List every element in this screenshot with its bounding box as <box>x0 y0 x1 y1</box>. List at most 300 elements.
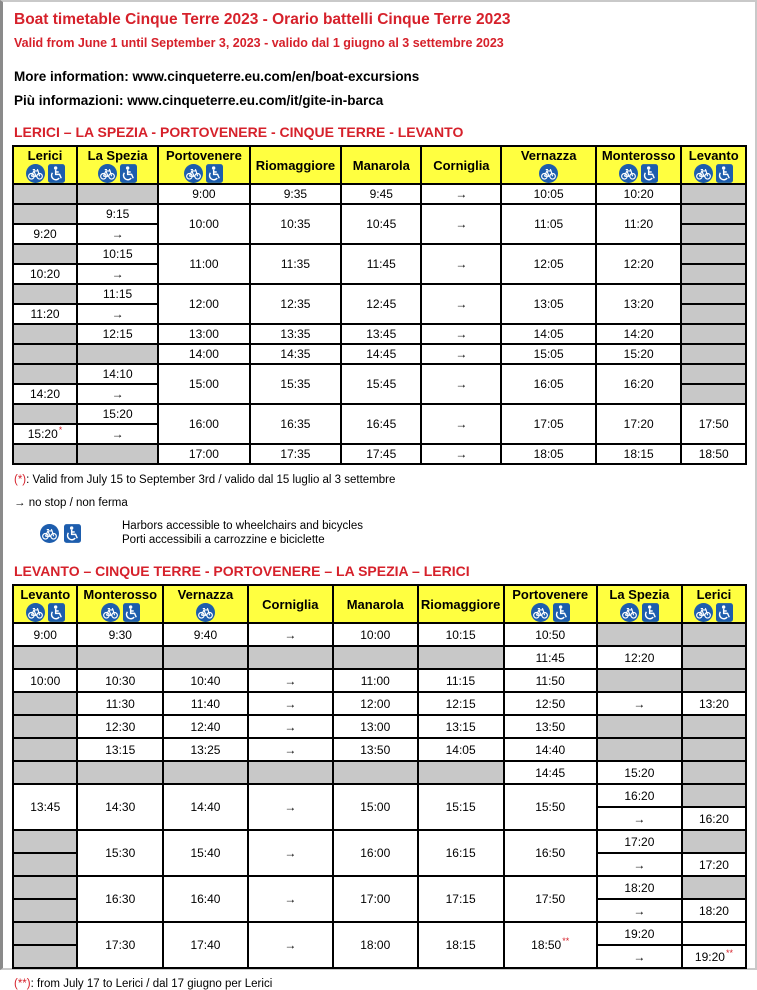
route-title-outbound: LERICI – LA SPEZIA - PORTOVENERE - CINQUE TERRE - LEVANTO <box>14 124 464 140</box>
empty-cell <box>682 922 746 945</box>
wheelchair-icon <box>120 164 137 183</box>
col-header-la-spezia <box>77 146 158 184</box>
no-service-cell <box>13 344 77 364</box>
info-link-it: Più informazioni: www.cinqueterre.eu.com/it/gite-in-barca <box>14 93 384 108</box>
time-cell: 18:50** <box>504 922 597 968</box>
col-header-monterosso <box>77 585 163 623</box>
validity-subtitle: Valid from June 1 until September 3, 2023 - valido dal 1 giugno al 3 settembre 2023 <box>14 36 504 50</box>
time-cell: 12:20 <box>597 646 682 669</box>
time-cell: 11:40 <box>163 692 248 715</box>
accessibility-note <box>14 519 747 547</box>
no-service-cell <box>333 761 418 784</box>
timetable-row <box>13 646 746 669</box>
col-header-la-spezia <box>597 585 682 623</box>
wheelchair-icon <box>48 164 65 183</box>
col-header-label: Portovenere <box>512 586 589 602</box>
time-cell: 10:00 <box>13 669 77 692</box>
time-cell: 11:15 <box>418 669 504 692</box>
no-service-cell <box>681 304 746 324</box>
col-header-label: Lerici <box>696 586 732 602</box>
timetable-row <box>13 761 746 784</box>
time-cell: 12:15 <box>418 692 504 715</box>
time-cell: 15:15 <box>418 784 504 830</box>
time-cell: 17:45 <box>341 444 421 464</box>
no-service-cell <box>681 344 746 364</box>
time-cell: 9:40 <box>163 623 248 646</box>
wheelchair-icon <box>553 603 570 622</box>
no-stop-cell: → <box>77 224 158 244</box>
no-stop-cell: → <box>421 324 501 344</box>
bike-icon <box>98 164 117 183</box>
col-header-label: Corniglia <box>433 157 490 173</box>
no-service-cell <box>13 646 77 669</box>
time-cell: 15:30 <box>77 830 163 876</box>
no-stop-cell: → <box>248 784 333 830</box>
timetable-outbound <box>12 145 747 465</box>
time-cell: 11:00 <box>158 244 249 284</box>
time-cell: 13:00 <box>333 715 418 738</box>
time-cell: 15:45 <box>341 364 421 404</box>
time-cell: 10:20 <box>596 184 682 204</box>
no-service-cell <box>681 204 746 224</box>
no-service-cell <box>682 784 746 807</box>
col-header-label: La Spezia <box>609 586 670 602</box>
footnote-text: : from July 17 to Lerici / dal 17 giugno per Lerici <box>30 978 273 990</box>
footnote-valid-dates <box>14 474 747 486</box>
no-stop-cell: → <box>597 899 682 922</box>
bike-icon <box>26 603 45 622</box>
time-cell: 18:00 <box>333 922 418 968</box>
no-service-cell <box>682 669 746 692</box>
no-service-cell <box>597 738 682 761</box>
time-cell: 14:20 <box>13 384 77 404</box>
no-service-cell <box>77 184 158 204</box>
timetable-row <box>13 922 746 945</box>
time-cell: 16:20 <box>596 364 682 404</box>
time-cell: 10:40 <box>163 669 248 692</box>
col-header-riomaggiore <box>418 585 504 623</box>
wheelchair-icon <box>48 603 65 622</box>
time-cell: 10:50 <box>504 623 597 646</box>
time-cell: 11:00 <box>333 669 418 692</box>
footnote-lerici-dates <box>14 978 747 990</box>
time-cell: 11:05 <box>501 204 595 244</box>
time-cell: 14:00 <box>158 344 249 364</box>
time-cell: 17:20 <box>596 404 682 444</box>
time-cell: 12:45 <box>341 284 421 324</box>
time-cell: 17:15 <box>418 876 504 922</box>
time-cell: 16:20 <box>597 784 682 807</box>
col-header-label: Lerici <box>27 147 63 163</box>
time-cell: 14:40 <box>504 738 597 761</box>
time-cell: 15:20 <box>596 344 682 364</box>
no-service-cell <box>681 224 746 244</box>
timetable-row <box>13 284 746 304</box>
timetable-row <box>13 784 746 807</box>
col-header-label: Riomaggiore <box>420 596 501 612</box>
col-header-lerici <box>13 146 77 184</box>
time-cell: 9:35 <box>250 184 342 204</box>
no-stop-cell: → <box>248 669 333 692</box>
no-service-cell <box>682 830 746 853</box>
timetable-row <box>13 623 746 646</box>
no-service-cell <box>77 444 158 464</box>
no-stop-cell: → <box>421 244 501 284</box>
time-cell: 18:15 <box>418 922 504 968</box>
time-cell: 14:20 <box>596 324 682 344</box>
no-stop-cell: → <box>421 344 501 364</box>
route-title-return: LEVANTO – CINQUE TERRE - PORTOVENERE – LA SPEZIA – LERICI <box>14 563 470 579</box>
timetable-row <box>13 669 746 692</box>
col-header-vernazza <box>501 146 595 184</box>
time-cell: 16:30 <box>77 876 163 922</box>
time-cell: 14:40 <box>163 784 248 830</box>
no-stop-cell: → <box>597 692 682 715</box>
time-cell: 17:00 <box>158 444 249 464</box>
time-cell: 13:05 <box>501 284 595 324</box>
no-stop-cell: → <box>77 424 158 444</box>
time-cell: 10:15 <box>77 244 158 264</box>
timetable-row <box>13 444 746 464</box>
col-header-levanto <box>681 146 746 184</box>
time-cell: 10:20 <box>13 264 77 284</box>
no-service-cell <box>682 738 746 761</box>
info-link-en: More information: www.cinqueterre.eu.com/en/boat-excursions <box>14 69 420 84</box>
time-cell: 11:35 <box>250 244 342 284</box>
time-cell: 9:45 <box>341 184 421 204</box>
bike-icon <box>694 164 713 183</box>
no-stop-cell: → <box>597 853 682 876</box>
no-service-cell <box>77 761 163 784</box>
col-header-label: Corniglia <box>262 596 319 612</box>
time-cell: 16:45 <box>341 404 421 444</box>
timetable-row <box>13 738 746 761</box>
time-cell: 16:05 <box>501 364 595 404</box>
header-row <box>13 585 746 623</box>
time-cell: 16:50 <box>504 830 597 876</box>
time-cell: 12:00 <box>333 692 418 715</box>
col-header-label: Manarola <box>346 596 404 612</box>
no-service-cell <box>681 364 746 384</box>
no-service-cell <box>13 284 77 304</box>
time-cell: 15:00 <box>158 364 249 404</box>
accessibility-text-it: Porti accessibili a carrozzine e biciclette <box>122 534 325 546</box>
time-cell: 15:50 <box>504 784 597 830</box>
wheelchair-icon <box>206 164 223 183</box>
time-cell: 11:20 <box>13 304 77 324</box>
footnote-marker: (*) <box>14 474 27 486</box>
no-stop-cell: → <box>77 384 158 404</box>
timetable-row <box>13 830 746 853</box>
footnote-marker: * <box>58 425 63 435</box>
no-service-cell <box>77 646 163 669</box>
no-service-cell <box>163 646 248 669</box>
time-cell: 11:50 <box>504 669 597 692</box>
timetable-row <box>13 692 746 715</box>
page-title: Boat timetable Cinque Terre 2023 - Orario battelli Cinque Terre 2023 <box>14 11 511 28</box>
time-cell: 10:00 <box>158 204 249 244</box>
no-service-cell <box>682 646 746 669</box>
no-stop-cell: → <box>248 876 333 922</box>
col-header-monterosso <box>596 146 682 184</box>
col-header-corniglia <box>421 146 501 184</box>
no-service-cell <box>333 646 418 669</box>
no-service-cell <box>682 876 746 899</box>
header-row <box>13 146 746 184</box>
wheelchair-icon <box>716 164 733 183</box>
wheelchair-icon <box>716 603 733 622</box>
time-cell: 13:50 <box>504 715 597 738</box>
time-cell: 16:15 <box>418 830 504 876</box>
time-cell: 12:15 <box>77 324 158 344</box>
col-header-label: Monterosso <box>601 147 676 163</box>
no-stop-cell: → <box>421 284 501 324</box>
time-cell: 14:45 <box>504 761 597 784</box>
no-service-cell <box>682 761 746 784</box>
no-service-cell <box>597 669 682 692</box>
no-stop-cell: → <box>77 304 158 324</box>
col-header-manarola <box>341 146 421 184</box>
no-service-cell <box>418 646 504 669</box>
accessibility-icons <box>40 524 118 543</box>
no-service-cell <box>13 404 77 424</box>
time-cell: 18:05 <box>501 444 595 464</box>
col-header-label: Manarola <box>352 157 410 173</box>
time-cell: 17:20 <box>682 853 746 876</box>
time-cell: 19:20 <box>597 922 682 945</box>
time-cell: 18:20 <box>682 899 746 922</box>
bike-icon <box>694 603 713 622</box>
no-service-cell <box>418 761 504 784</box>
time-cell: 10:30 <box>77 669 163 692</box>
time-cell: 13:15 <box>418 715 504 738</box>
bike-icon <box>26 164 45 183</box>
col-header-lerici <box>682 585 746 623</box>
time-cell: 13:20 <box>596 284 682 324</box>
timetable-row <box>13 364 746 384</box>
timetable-row <box>13 244 746 264</box>
no-stop-cell: → <box>421 184 501 204</box>
no-stop-cell: → <box>248 922 333 968</box>
timetable-row <box>13 324 746 344</box>
col-header-label: Levanto <box>20 586 71 602</box>
time-cell: 13:35 <box>250 324 342 344</box>
no-service-cell <box>13 945 77 968</box>
no-service-cell <box>13 715 77 738</box>
time-cell: 16:40 <box>163 876 248 922</box>
no-stop-cell: → <box>248 715 333 738</box>
bike-icon <box>40 524 59 543</box>
col-header-label: Vernazza <box>177 586 234 602</box>
bike-icon <box>196 603 215 622</box>
time-cell: 17:05 <box>501 404 595 444</box>
col-header-manarola <box>333 585 418 623</box>
time-cell: 12:30 <box>77 715 163 738</box>
time-cell: 10:45 <box>341 204 421 244</box>
timetable-return <box>12 584 747 969</box>
time-cell: 14:10 <box>77 364 158 384</box>
time-cell: 14:05 <box>418 738 504 761</box>
col-header-label: Riomaggiore <box>255 157 336 173</box>
time-cell: 11:20 <box>596 204 682 244</box>
accessibility-text-en: Harbors accessible to wheelchairs and bicycles <box>122 520 363 532</box>
time-cell: 11:45 <box>504 646 597 669</box>
time-cell: 12:35 <box>250 284 342 324</box>
col-header-vernazza <box>163 585 248 623</box>
timetable-row <box>13 204 746 224</box>
time-cell: 11:45 <box>341 244 421 284</box>
no-service-cell <box>13 853 77 876</box>
bike-icon <box>619 164 638 183</box>
time-cell: 13:15 <box>77 738 163 761</box>
time-cell: 9:15 <box>77 204 158 224</box>
time-cell: 11:30 <box>77 692 163 715</box>
time-cell: 9:20 <box>13 224 77 244</box>
no-service-cell <box>248 761 333 784</box>
time-cell: 13:00 <box>158 324 249 344</box>
col-header-levanto <box>13 585 77 623</box>
no-stop-cell: → <box>248 692 333 715</box>
no-service-cell <box>681 244 746 264</box>
no-service-cell <box>13 204 77 224</box>
col-header-label: Vernazza <box>520 147 577 163</box>
no-service-cell <box>681 384 746 404</box>
no-service-cell <box>248 646 333 669</box>
col-header-riomaggiore <box>250 146 342 184</box>
time-cell: 15:20* <box>13 424 77 444</box>
time-cell: 10:35 <box>250 204 342 244</box>
time-cell: 14:45 <box>341 344 421 364</box>
footnote-marker: ** <box>725 947 733 958</box>
col-header-label: La Spezia <box>87 147 148 163</box>
no-service-cell <box>682 715 746 738</box>
no-service-cell <box>13 830 77 853</box>
time-cell: 18:50 <box>681 444 746 464</box>
no-service-cell <box>13 922 77 945</box>
time-cell: 13:20 <box>682 692 746 715</box>
no-stop-cell: → <box>248 623 333 646</box>
no-service-cell <box>13 184 77 204</box>
timetable-row <box>13 404 746 424</box>
time-cell: 12:05 <box>501 244 595 284</box>
time-cell: 10:05 <box>501 184 595 204</box>
time-cell: 11:15 <box>77 284 158 304</box>
no-service-cell <box>13 899 77 922</box>
time-cell: 17:50 <box>504 876 597 922</box>
time-cell: 15:00 <box>333 784 418 830</box>
wheelchair-icon <box>642 603 659 622</box>
time-cell: 13:45 <box>341 324 421 344</box>
time-cell: 18:15 <box>596 444 682 464</box>
bike-icon <box>539 164 558 183</box>
time-cell: 12:50 <box>504 692 597 715</box>
no-stop-cell: → <box>421 444 501 464</box>
time-cell: 12:00 <box>158 284 249 324</box>
time-cell: 12:20 <box>596 244 682 284</box>
no-stop-cell: → <box>421 204 501 244</box>
no-service-cell <box>163 761 248 784</box>
time-cell: 19:20** <box>682 945 746 968</box>
time-cell: 17:00 <box>333 876 418 922</box>
bike-icon <box>531 603 550 622</box>
time-cell: 9:00 <box>158 184 249 204</box>
no-service-cell <box>13 876 77 899</box>
no-stop-cell: → <box>421 364 501 404</box>
time-cell: 17:50 <box>681 404 746 444</box>
time-cell: 16:00 <box>158 404 249 444</box>
col-header-label: Portovenere <box>165 147 242 163</box>
time-cell: 10:15 <box>418 623 504 646</box>
no-service-cell <box>13 761 77 784</box>
no-service-cell <box>13 364 77 384</box>
time-cell: 17:40 <box>163 922 248 968</box>
no-service-cell <box>681 284 746 304</box>
time-cell: 15:20 <box>597 761 682 784</box>
time-cell: 14:30 <box>77 784 163 830</box>
time-cell: 17:20 <box>597 830 682 853</box>
no-service-cell <box>13 738 77 761</box>
col-header-label: Monterosso <box>83 586 158 602</box>
no-service-cell <box>681 264 746 284</box>
time-cell: 14:05 <box>501 324 595 344</box>
time-cell: 15:40 <box>163 830 248 876</box>
no-stop-cell: → <box>248 830 333 876</box>
no-stop-cell: → <box>597 945 682 968</box>
time-cell: 16:00 <box>333 830 418 876</box>
no-service-cell <box>682 623 746 646</box>
timetable-row <box>13 876 746 899</box>
bike-icon <box>101 603 120 622</box>
no-service-cell <box>681 324 746 344</box>
no-stop-cell: → <box>77 264 158 284</box>
col-header-label: Levanto <box>688 147 739 163</box>
time-cell: 15:35 <box>250 364 342 404</box>
footnote-marker: (**) <box>14 978 31 990</box>
no-service-cell <box>77 344 158 364</box>
col-header-portovenere <box>158 146 249 184</box>
no-service-cell <box>597 623 682 646</box>
time-cell: 10:00 <box>333 623 418 646</box>
no-stop-cell: → <box>421 404 501 444</box>
col-header-corniglia <box>248 585 333 623</box>
no-service-cell <box>597 715 682 738</box>
time-cell: 13:25 <box>163 738 248 761</box>
time-cell: 14:35 <box>250 344 342 364</box>
wheelchair-icon <box>64 524 81 543</box>
time-cell: 17:35 <box>250 444 342 464</box>
time-cell: 13:50 <box>333 738 418 761</box>
timetable-row <box>13 715 746 738</box>
time-cell: 9:30 <box>77 623 163 646</box>
wheelchair-icon <box>123 603 140 622</box>
footnote-text: : Valid from July 15 to September 3rd / valido dal 15 luglio al 3 settembre <box>26 474 396 486</box>
wheelchair-icon <box>641 164 658 183</box>
time-cell: 17:30 <box>77 922 163 968</box>
time-cell: 13:45 <box>13 784 77 830</box>
timetable-row <box>13 344 746 364</box>
time-cell: 9:00 <box>13 623 77 646</box>
no-stop-cell: → <box>248 738 333 761</box>
time-cell: 15:05 <box>501 344 595 364</box>
no-service-cell <box>681 184 746 204</box>
time-cell: 15:20 <box>77 404 158 424</box>
footnote-no-stop: → no stop / non ferma <box>14 497 128 509</box>
col-header-portovenere <box>504 585 597 623</box>
time-cell: 16:20 <box>682 807 746 830</box>
timetable-row <box>13 184 746 204</box>
no-stop-cell: → <box>597 807 682 830</box>
time-cell: 18:20 <box>597 876 682 899</box>
